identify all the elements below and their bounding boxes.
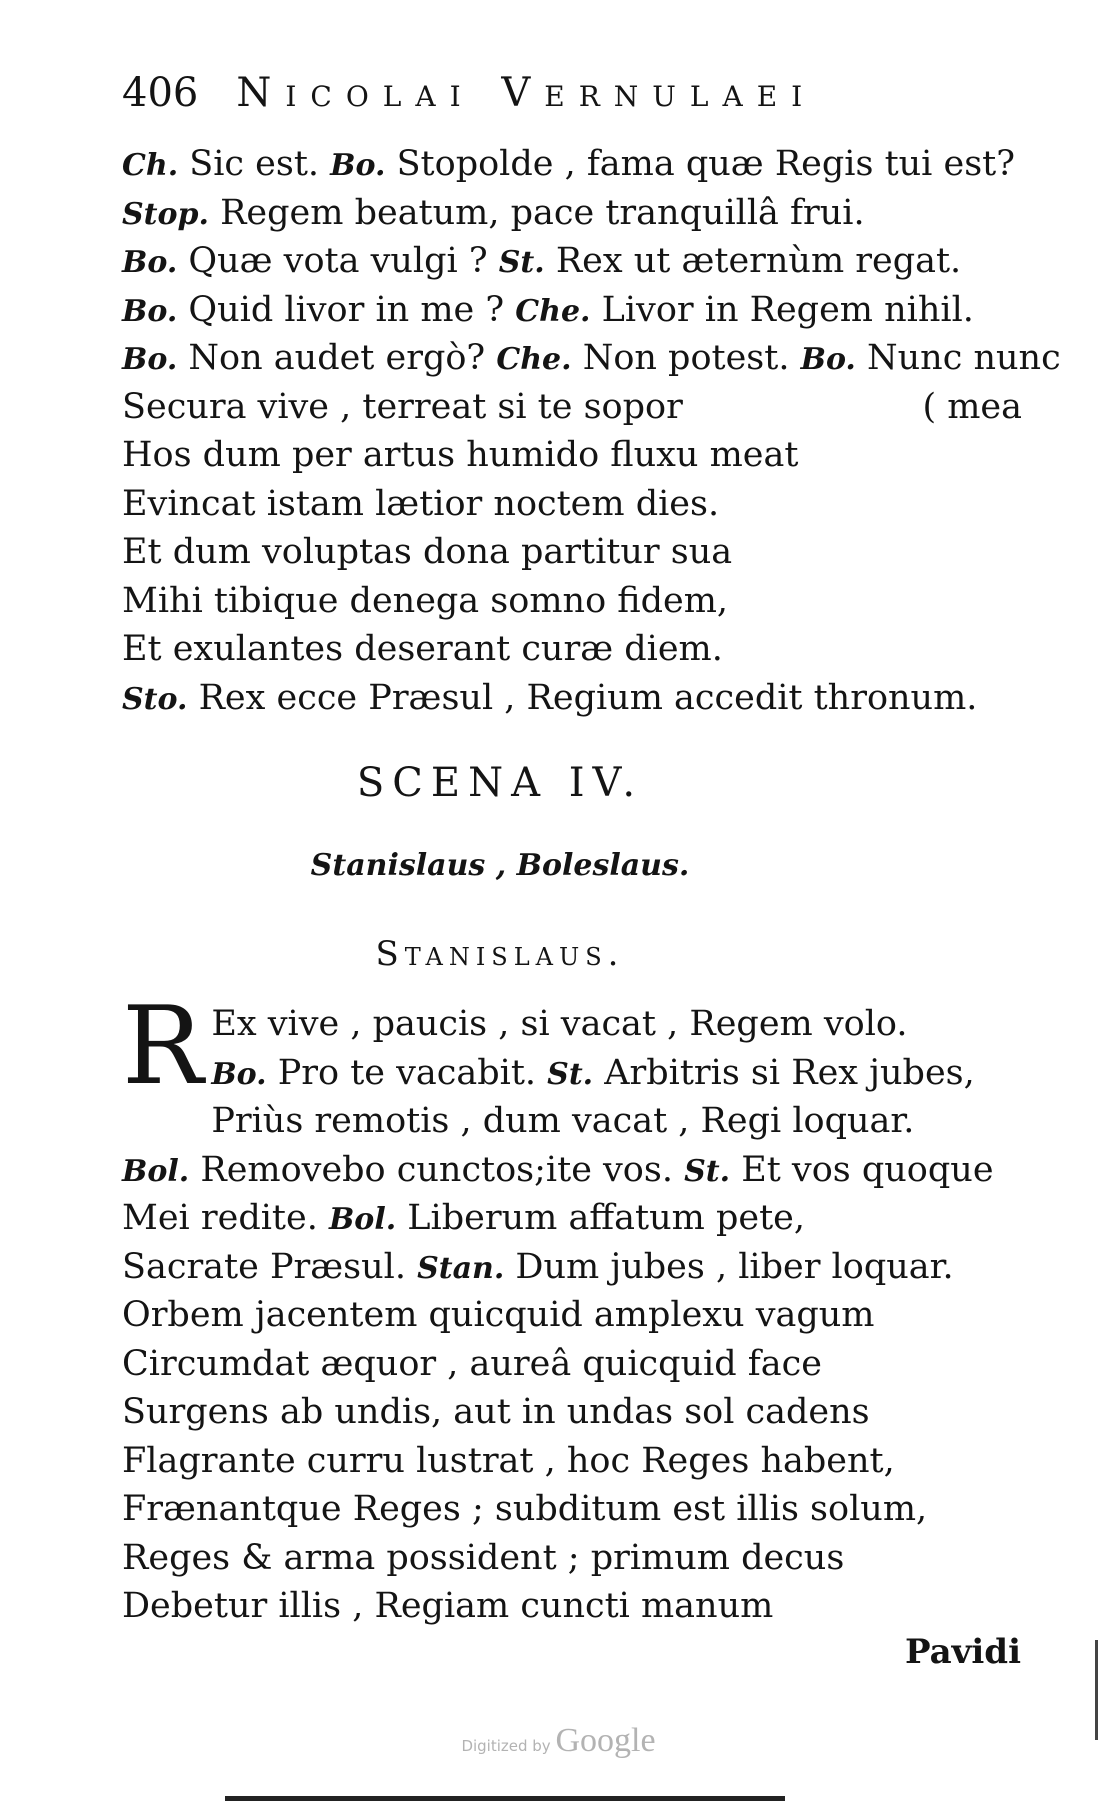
verse-text: Pro te vacabit. bbox=[266, 1052, 548, 1093]
verse-block-top bbox=[122, 140, 1061, 722]
turnover-text: ( mea bbox=[922, 386, 1022, 427]
verse-text: Debetur illis , Regiam cuncti manum bbox=[122, 1586, 774, 1626]
verse-line bbox=[122, 334, 1061, 383]
speaker-abbrev: Che. bbox=[515, 293, 591, 329]
watermark-small-text: Digitized by bbox=[461, 1737, 556, 1755]
verse-line bbox=[122, 1049, 1022, 1098]
verse-text: Quæ vota vulgi ? bbox=[177, 241, 499, 281]
catchword: Pavidi bbox=[904, 1632, 1021, 1672]
verse-line bbox=[122, 674, 1022, 723]
scene-speaker-heading: Stanislaus. bbox=[375, 934, 625, 974]
page-header bbox=[122, 70, 816, 122]
speaker-abbrev: Sto. bbox=[122, 681, 188, 717]
verse-line bbox=[122, 237, 1022, 286]
verse-text: Orbem jacentem quicquid amplexu vagum bbox=[122, 1295, 875, 1335]
verse-text: Non audet ergò? bbox=[177, 338, 497, 378]
verse-text: Priùs remotis , dum vacat , Regi loquar. bbox=[211, 1101, 915, 1141]
verse-text: Regem beatum, pace tranquillâ frui. bbox=[208, 192, 865, 233]
speaker-abbrev: St. bbox=[547, 1056, 594, 1092]
scan-edge-bar bbox=[1095, 1640, 1098, 1740]
verse-text: Et exulantes deserant curæ diem. bbox=[122, 629, 723, 669]
verse-line bbox=[122, 480, 1022, 529]
scene-heading: SCENA IV. bbox=[356, 760, 644, 806]
speaker-abbrev: St. bbox=[684, 1153, 731, 1189]
verse-text: Evincat istam lætior noctem dies. bbox=[122, 483, 720, 524]
verse-text: Nunc nunc bbox=[855, 338, 1061, 378]
verse-line bbox=[122, 286, 1022, 335]
verse-text: Livor in Regem nihil. bbox=[590, 289, 974, 330]
verse-line bbox=[122, 1243, 1022, 1292]
verse-line bbox=[122, 383, 1022, 432]
speaker-abbrev: St. bbox=[498, 245, 545, 280]
verse-line bbox=[122, 1194, 1022, 1243]
verse-line bbox=[122, 1485, 1022, 1534]
speaker-abbrev: Che. bbox=[496, 342, 572, 377]
verse-text: Surgens ab undis, aut in undas sol cadens bbox=[122, 1392, 870, 1432]
verse-text: Mihi tibique denega somno fidem, bbox=[122, 580, 729, 621]
verse-line bbox=[122, 1340, 1022, 1389]
page-number: 406 bbox=[122, 70, 199, 116]
speaker-abbrev: Bol. bbox=[122, 1153, 190, 1189]
verse-line bbox=[122, 1437, 1022, 1486]
verse-text: Sacrate Præsul. bbox=[122, 1246, 418, 1287]
speaker-abbrev: Stan. bbox=[417, 1250, 505, 1286]
scene-persons: Stanislaus , Boleslaus. bbox=[310, 848, 690, 883]
digitized-watermark bbox=[0, 1722, 1117, 1760]
verse-text: Stopolde , fama quæ Regis tui est? bbox=[385, 144, 1016, 184]
verse-line bbox=[122, 1291, 1022, 1340]
speaker-abbrev: Bo. bbox=[122, 293, 178, 329]
verse-text: Rex ecce Præsul , Regium accedit thronum. bbox=[187, 677, 978, 718]
verse-text: Ex vive , paucis , si vacat , Regem volo. bbox=[211, 1004, 908, 1044]
verse-text: Sic est. bbox=[178, 144, 331, 184]
verse-text: Liberum affatum pete, bbox=[396, 1198, 805, 1238]
speaker-abbrev: Bo. bbox=[122, 245, 178, 280]
verse-line bbox=[122, 1534, 1022, 1583]
verse-text: Dum jubes , liber loquar. bbox=[504, 1246, 954, 1287]
verse-line bbox=[122, 1146, 1022, 1195]
verse-text: Rex ut æternùm regat. bbox=[544, 241, 962, 281]
speaker-abbrev: Bo. bbox=[211, 1056, 267, 1092]
speaker-abbrev: Bol. bbox=[328, 1202, 397, 1237]
verse-text: Et dum voluptas dona partitur sua bbox=[122, 532, 733, 572]
verse-line bbox=[122, 1582, 1022, 1631]
verse-text: Flagrante curru lustrat , hoc Reges habent, bbox=[122, 1440, 895, 1481]
verse-text: Arbitris si Rex jubes, bbox=[593, 1052, 975, 1093]
watermark-logo-text: Google bbox=[555, 1722, 656, 1759]
speaker-abbrev: Bo. bbox=[330, 148, 386, 183]
speaker-abbrev: Stop. bbox=[122, 196, 209, 232]
verse-line bbox=[122, 1388, 1022, 1437]
verse-line bbox=[122, 1000, 1022, 1049]
verse-text: Quid livor in me ? bbox=[177, 289, 516, 330]
speaker-abbrev: Bo. bbox=[800, 342, 856, 377]
speaker-abbrev: Bo. bbox=[122, 342, 178, 377]
verse-line bbox=[122, 577, 1022, 626]
scan-edge-rule bbox=[225, 1796, 785, 1801]
speaker-abbrev: Ch. bbox=[122, 148, 179, 183]
verse-block-bottom bbox=[122, 984, 1022, 1631]
verse-text: Reges & arma possident ; primum decus bbox=[122, 1537, 845, 1578]
verse-text: Frænantque Reges ; subditum est illis solum, bbox=[122, 1489, 928, 1529]
verse-line bbox=[122, 1097, 1022, 1146]
verse-text: Hos dum per artus humido fluxu meat bbox=[122, 435, 799, 475]
verse-text: Removebo cunctos;ite vos. bbox=[189, 1149, 685, 1190]
verse-text: Circumdat æquor , aureâ quicquid face bbox=[122, 1343, 822, 1384]
verse-text: Non potest. bbox=[571, 338, 801, 378]
verse-line bbox=[122, 528, 1022, 577]
verse-text: Secura vive , terreat si te sopor bbox=[122, 386, 683, 427]
verse-line bbox=[122, 431, 1022, 480]
verse-line bbox=[122, 625, 1022, 674]
verse-text: Et vos quoque bbox=[730, 1149, 994, 1190]
running-title: Nicolai Vernulaei bbox=[236, 70, 817, 116]
verse-line bbox=[122, 189, 1022, 238]
verse-text: Mei redite. bbox=[122, 1198, 329, 1238]
verse-line bbox=[122, 140, 1022, 189]
drop-cap: R bbox=[122, 984, 204, 1109]
